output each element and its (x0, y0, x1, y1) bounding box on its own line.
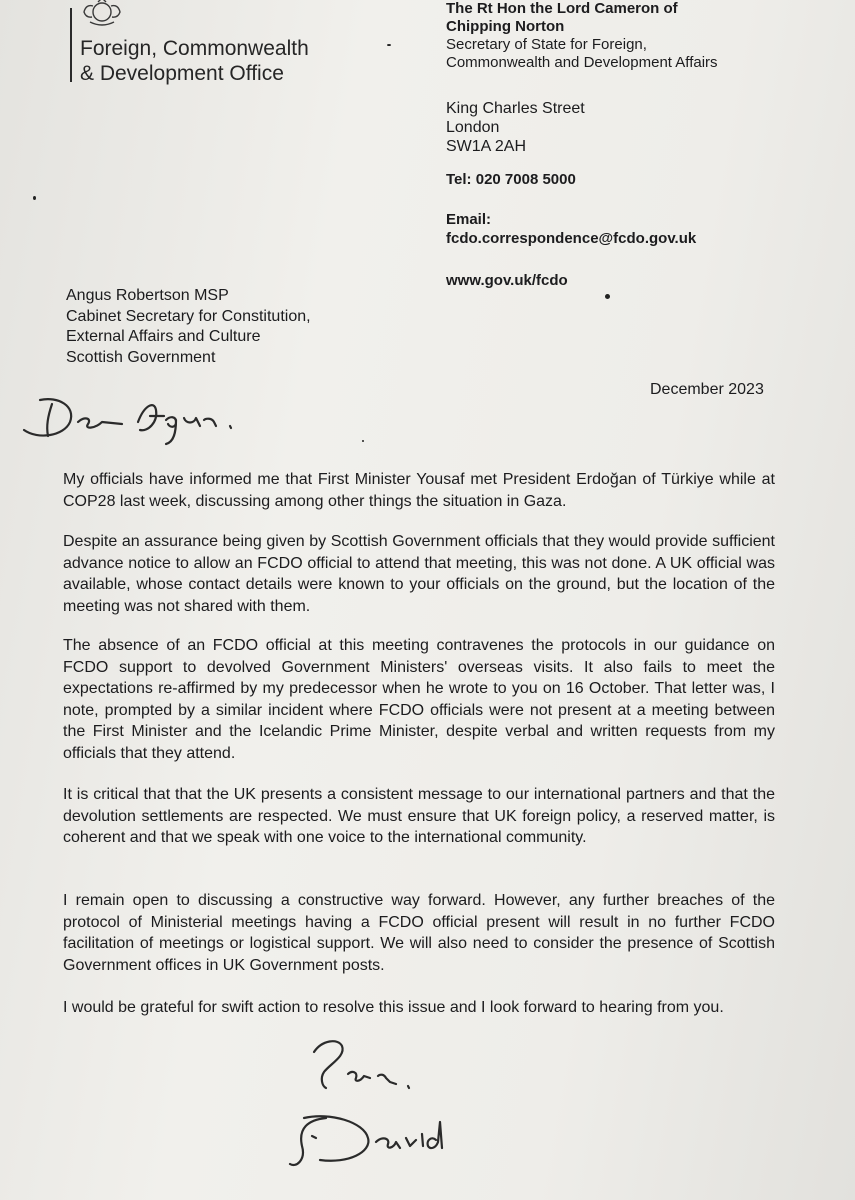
address-line-2: London (446, 119, 500, 136)
sender-role-1: Secretary of State for Foreign, (446, 36, 647, 53)
paper-mark (387, 44, 391, 46)
royal-crest-icon (80, 0, 124, 30)
body-paragraph-5: I remain open to discussing a constructive way forward. However, any further breaches of the protocol of Ministerial meetings having a FCDO official present will result in no further FCDO facilitation of meetings or logistical support. We will also need to consider the presence of Scottish Government offices in UK Government posts. (63, 892, 775, 974)
org-line-1: Foreign, Commonwealth (80, 37, 309, 60)
body-paragraph-2: Despite an assurance being given by Scottish Government officials that they would provide sufficient advance notice to allow an FCDO official to attend that meeting, this was not done. A UK official was available, whose contact details were known to your officials on the ground, but the location of the meeting was not shared with them. (63, 533, 775, 615)
email-label: Email: (446, 211, 492, 228)
recipient-role-2: External Affairs and Culture (66, 328, 261, 345)
org-name (80, 36, 309, 86)
recipient-role-1: Cabinet Secretary for Constitution, (66, 307, 311, 325)
paper-mark (605, 294, 610, 299)
telephone: Tel: 020 7008 5000 (446, 171, 576, 188)
letter-date: December 2023 (650, 381, 764, 398)
recipient-name: Angus Robertson MSP (66, 287, 229, 304)
handwritten-salutation (18, 392, 258, 446)
email-address: fcdo.correspondence@fcdo.gov.uk (446, 230, 697, 247)
handwritten-signature (286, 1034, 476, 1184)
paper-mark (362, 440, 364, 442)
org-line-2: & Development Office (80, 62, 284, 85)
sender-title-1: The Rt Hon the Lord Cameron of (446, 0, 678, 17)
sender-address (446, 99, 585, 156)
sender-role-2: Commonwealth and Development Affairs (446, 54, 718, 71)
recipient-block (66, 286, 311, 368)
body-paragraph-3: The absence of an FCDO official at this meeting contravenes the protocols in our guidance on FCDO support to devolved Government Ministers' overseas visits. It also fails to meet the expectations re-affirmed by my predecessor when he wrote to you on 16 October. That letter was, I note, prompted by a similar incident where FCDO officials were not present at a meeting between the First Minister and the Icelandic Prime Minister, despite verbal and written requests from my officials that they attend. (63, 637, 775, 762)
address-line-1: King Charles Street (446, 100, 585, 117)
body-paragraph-6: I would be grateful for swift action to resolve this issue and I look forward to hearing from you. (63, 999, 724, 1016)
sender-block (446, 0, 718, 72)
body-paragraph-4: It is critical that that the UK presents a consistent message to our international partners and that the devolution settlements are respected. We must ensure that UK foreign policy, a reserved matter, is coherent and that we speak with one voice to the international community. (63, 786, 775, 846)
body-paragraph-1: My officials have informed me that First Minister Yousaf met President Erdoğan of Türkiye while at COP28 last week, discussing among other things the situation in Gaza. (63, 471, 775, 510)
org-rule-line (70, 8, 72, 82)
address-line-3: SW1A 2AH (446, 138, 527, 155)
sender-title-2: Chipping Norton (446, 18, 565, 35)
website: www.gov.uk/fcdo (446, 272, 568, 289)
paper-mark (33, 196, 36, 200)
recipient-org: Scottish Government (66, 348, 216, 366)
